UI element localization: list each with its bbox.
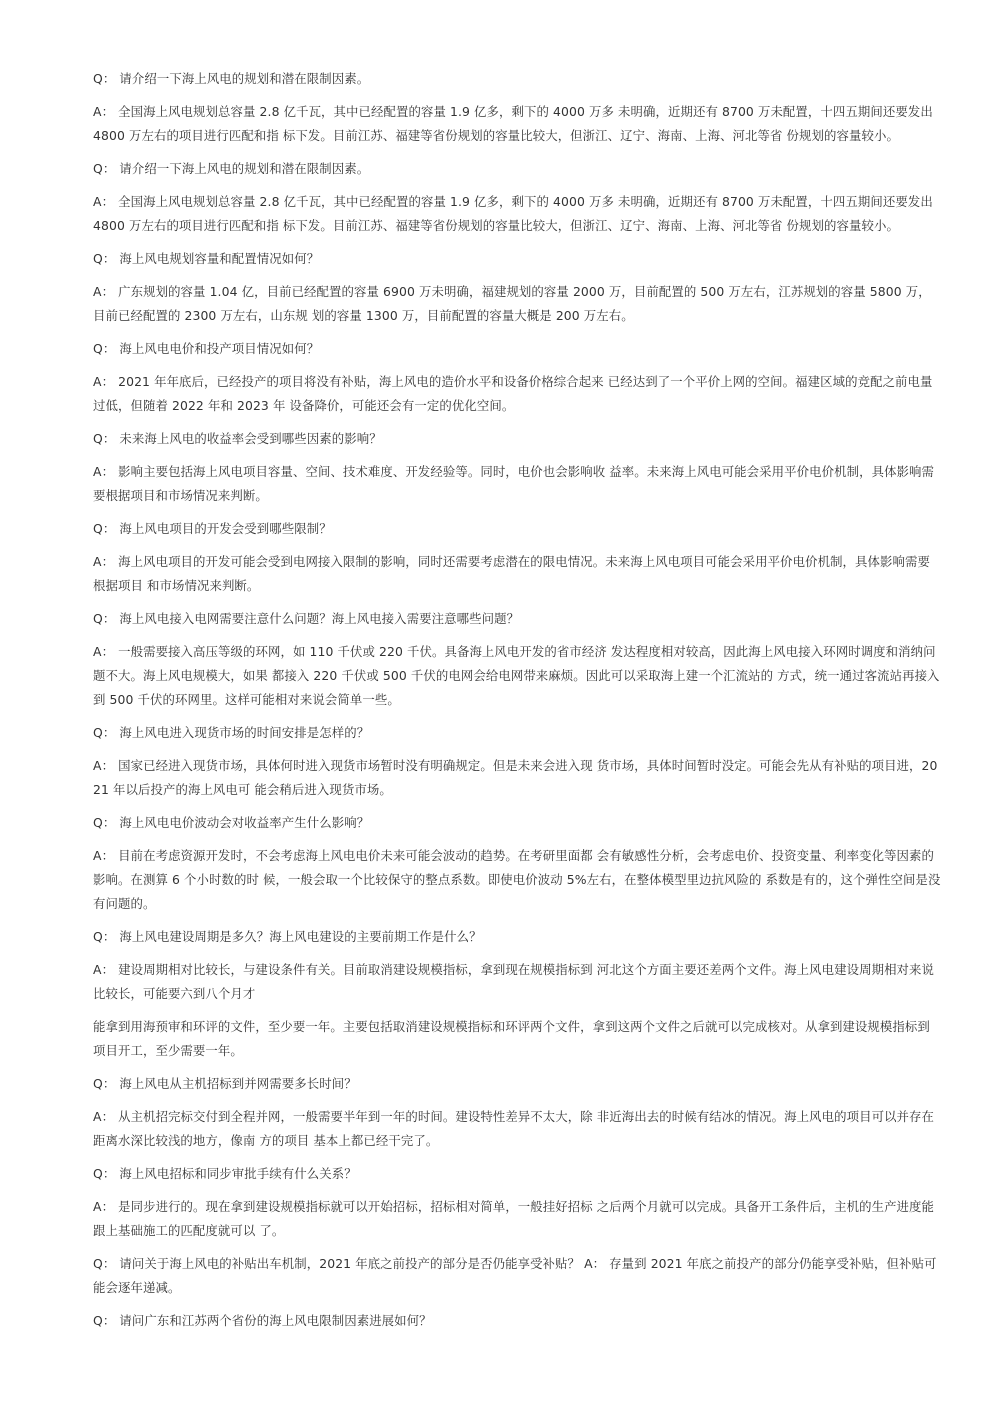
answer-paragraph: A： 是同步进行的。现在拿到建设规模指标就可以开始招标，招标相对简单，一般挂好招标 之后两个月就可以完成。具备开工条件后，主机的生产进度能跟上基础施工的匹配度就可以 了。 [93,1199,935,1238]
question-paragraph: Q： 海上风电从主机招标到并网需要多长时间？ [93,1076,357,1091]
answer-paragraph: A： 影响主要包括海上风电项目容量、空间、技术难度、开发经验等。同时，电价也会影响收 益率。未来海上风电可能会采用平价电价机制，具体影响需要根据项目和市场情况来判断。 [93,464,935,503]
answer-paragraph: A： 从主机招完标交付到全程并网，一般需要半年到一年的时间。建设特性差异不太大，除 非近海出去的时候有结冰的情况。海上风电的项目可以并存在距离水深比较浅的地方，像南 方的项目 基本上都已经干完了。 [93,1109,935,1148]
question-paragraph: Q： 海上风电接入电网需要注意什么问题？海上风电接入需要注意哪些问题？ [93,611,520,626]
question-paragraph: Q： 请介绍一下海上风电的规划和潜在限制因素。 [93,161,370,176]
answer-paragraph: A： 建设周期相对比较长，与建设条件有关。目前取消建设规模指标，拿到现在规模指标到 河北这个方面主要还差两个文件。海上风电建设周期相对来说比较长，可能要六到八个月才 [93,962,935,1001]
question-paragraph: Q： 海上风电规划容量和配置情况如何？ [93,251,320,266]
question-paragraph: Q： 海上风电电价和投产项目情况如何？ [93,341,320,356]
answer-continuation-paragraph: 能拿到用海预审和环评的文件，至少要一年。主要包括取消建设规模指标和环评两个文件，拿到这两个文件之后就可以完成核对。从拿到建设规模指标到项目开工，至少需要一年。 [93,1019,930,1058]
question-answer-paragraph: Q： 请问关于海上风电的补贴出车机制，2021 年底之前投产的部分是否仍能享受补贴？ A： 存量到 2021 年底之前投产的部分仍能享受补贴，但补贴可能会逐年递减。 [93,1256,937,1295]
answer-paragraph: A： 目前在考虑资源开发时，不会考虑海上风电电价未来可能会波动的趋势。在考研里面都 会有敏感性分析，会考虑电价、投资变量、利率变化等因素的影响。在测算 6 个小时数的时 候，一般会取一个比较保守的整点系数。即使电价波动 5%左右，在整体模型里边抗风险的 系数是有的，这个弹性空间是没有问题的。 [93,848,941,911]
answer-paragraph: A： 海上风电项目的开发可能会受到电网接入限制的影响，同时还需要考虑潜在的限电情况。未来海上风电项目可能会采用平价电价机制，具体影响需要根据项目 和市场情况来判断。 [93,554,930,593]
question-paragraph: Q： 海上风电招标和同步审批手续有什么关系？ [93,1166,357,1181]
answer-paragraph: A： 全国海上风电规划总容量 2.8 亿千瓦，其中已经配置的容量 1.9 亿多，剩下的 4000 万多 未明确，近期还有 8700 万未配置，十四五期间还要发出 4800 万左右的项目进行匹配和指 标下发。目前江苏、福建等省份规划的容量比较大，但浙江、辽宁、海南、上海、河北等省 份规划的容量较小。 [93,104,937,143]
question-paragraph: Q： 海上风电电价波动会对收益率产生什么影响？ [93,815,370,830]
question-paragraph: Q： 请问广东和江苏两个省份的海上风电限制因素进展如何？ [93,1313,432,1328]
answer-paragraph: A： 2021 年年底后，已经投产的项目将没有补贴，海上风电的造价水平和设备价格综合起来 已经达到了一个平价上网的空间。福建区域的竞配之前电量过低，但随着 2022 年和 2023 年 设备降价，可能还会有一定的优化空间。 [93,374,933,413]
answer-paragraph: A： 国家已经进入现货市场，具体何时进入现货市场暂时没有明确规定。但是未来会进入现 货市场，具体时间暂时没定。可能会先从有补贴的项目进，2021 年以后投产的海上风电可 能会稍后进入现货市场。 [93,758,938,797]
answer-paragraph: A： 广东规划的容量 1.04 亿，目前已经配置的容量 6900 万未明确，福建规划的容量 2000 万，目前配置的 500 万左右，江苏规划的容量 5800 万，目前已经配置的 2300 万左右，山东规 划的容量 1300 万，目前配置的容量大概是 200 万左右。 [93,284,931,323]
question-paragraph: Q： 海上风电进入现货市场的时间安排是怎样的？ [93,725,370,740]
question-paragraph: Q： 海上风电项目的开发会受到哪些限制？ [93,521,332,536]
question-paragraph: Q： 请介绍一下海上风电的规划和潜在限制因素。 [93,71,370,86]
answer-paragraph: A： 一般需要接入高压等级的环网，如 110 千伏或 220 千伏。具备海上风电开发的省市经济 发达程度相对较高，因此海上风电接入环网时调度和消纳问题不大。海上风电规模大，如果 都接入 220 千伏或 500 千伏的电网会给电网带来麻烦。因此可以采取海上建一个汇流站的 方式，统一通过客流站再接入到 500 千伏的环网里。这样可能相对来说会简单一些。 [93,644,940,707]
question-paragraph: Q： 未来海上风电的收益率会受到哪些因素的影响？ [93,431,382,446]
answer-paragraph: A： 全国海上风电规划总容量 2.8 亿千瓦，其中已经配置的容量 1.9 亿多，剩下的 4000 万多 未明确，近期还有 8700 万未配置，十四五期间还要发出 4800 万左右的项目进行匹配和指 标下发。目前江苏、福建等省份规划的容量比较大，但浙江、辽宁、海南、上海、河北等省 份规划的容量较小。 [93,194,937,233]
question-paragraph: Q： 海上风电建设周期是多久？海上风电建设的主要前期工作是什么？ [93,929,482,944]
